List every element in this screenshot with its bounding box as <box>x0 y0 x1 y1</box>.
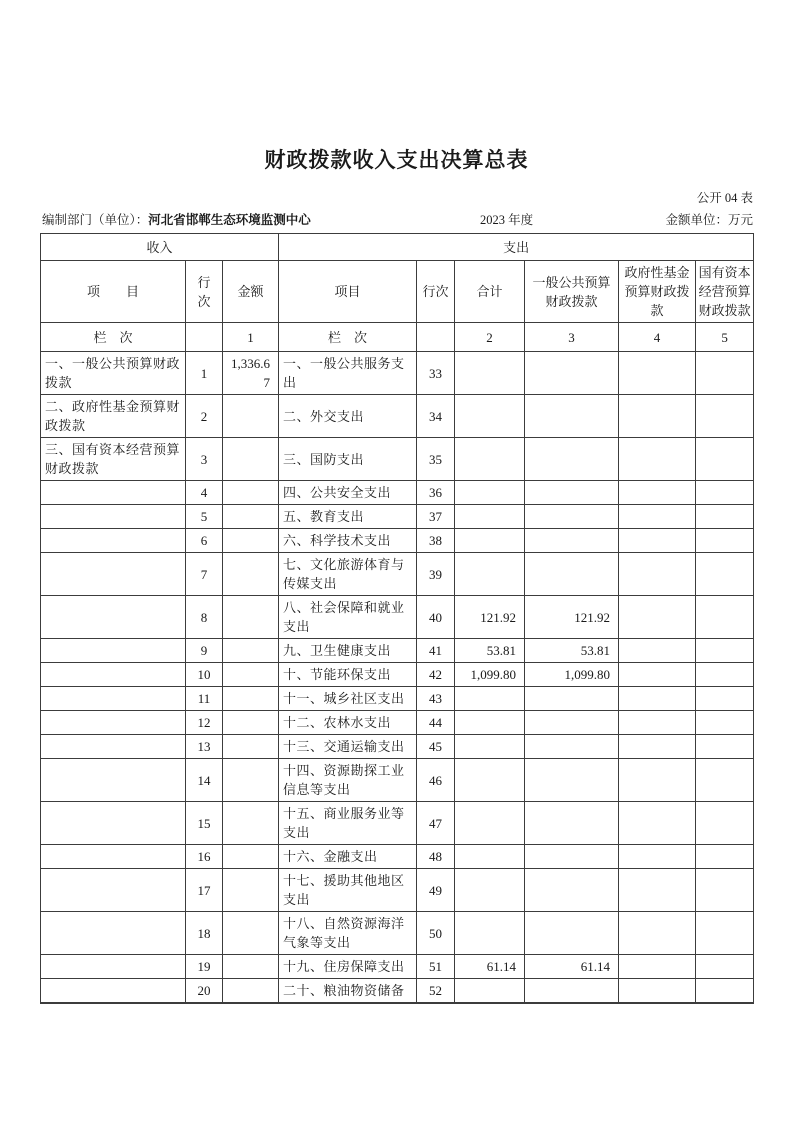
exp-general-cell <box>525 869 619 912</box>
exp-item-cell: 二十、粮油物资储备 <box>279 979 417 1004</box>
exp-total-cell <box>455 845 525 869</box>
exp-general-cell <box>525 759 619 802</box>
exp-statecap-cell <box>696 596 754 639</box>
table-row <box>41 352 754 395</box>
exp-rowno-cell: 44 <box>417 711 455 735</box>
exp-general-cell: 61.14 <box>525 955 619 979</box>
income-amount-cell <box>223 553 279 596</box>
exp-govfund-cell <box>619 759 696 802</box>
table-row <box>41 759 754 802</box>
income-amount-cell <box>223 438 279 481</box>
col-header-income-item: 项 目 <box>41 261 186 323</box>
income-item-cell <box>41 639 186 663</box>
exp-statecap-cell <box>696 505 754 529</box>
exp-general-cell <box>525 912 619 955</box>
table-row <box>41 802 754 845</box>
exp-total-cell <box>455 395 525 438</box>
table-row <box>41 529 754 553</box>
income-item-cell <box>41 955 186 979</box>
col-header-exp-govfund: 政府性基金预算财政拨款 <box>619 261 696 323</box>
exp-rowno-cell: 33 <box>417 352 455 395</box>
exp-govfund-cell <box>619 687 696 711</box>
income-amount-cell <box>223 663 279 687</box>
income-item-cell <box>41 663 186 687</box>
prepared-by-label: 编制部门（单位）： <box>42 213 149 227</box>
exp-rowno-cell: 34 <box>417 395 455 438</box>
table-row <box>41 553 754 596</box>
exp-total-cell <box>455 529 525 553</box>
table-row <box>41 735 754 759</box>
exp-statecap-cell <box>696 711 754 735</box>
exp-item-cell: 六、科学技术支出 <box>279 529 417 553</box>
exp-colno-4: 4 <box>619 323 696 352</box>
exp-total-cell <box>455 735 525 759</box>
exp-total-cell <box>455 352 525 395</box>
amount-unit: 金额单位：万元 <box>665 213 753 227</box>
income-rowno-cell: 16 <box>186 845 223 869</box>
exp-statecap-cell <box>696 481 754 505</box>
income-item-cell <box>41 553 186 596</box>
income-rowno-cell: 8 <box>186 596 223 639</box>
column-number-row <box>41 323 754 352</box>
exp-statecap-cell <box>696 979 754 1004</box>
income-item-cell: 二、政府性基金预算财政拨款 <box>41 395 186 438</box>
exp-govfund-cell <box>619 663 696 687</box>
table-row <box>41 955 754 979</box>
blank-cell <box>186 323 223 352</box>
income-amount-cell <box>223 481 279 505</box>
exp-statecap-cell <box>696 735 754 759</box>
income-amount-cell <box>223 869 279 912</box>
exp-item-cell: 四、公共安全支出 <box>279 481 417 505</box>
income-item-cell <box>41 735 186 759</box>
exp-rowno-cell: 45 <box>417 735 455 759</box>
income-colno-1: 1 <box>223 323 279 352</box>
exp-total-cell: 61.14 <box>455 955 525 979</box>
exp-general-cell <box>525 979 619 1004</box>
col-header-exp-item: 项目 <box>279 261 417 323</box>
exp-total-cell <box>455 759 525 802</box>
income-item-cell <box>41 481 186 505</box>
exp-govfund-cell <box>619 979 696 1004</box>
exp-rowno-cell: 42 <box>417 663 455 687</box>
exp-total-cell <box>455 979 525 1004</box>
exp-statecap-cell <box>696 802 754 845</box>
col-header-exp-total: 合计 <box>455 261 525 323</box>
exp-statecap-cell <box>696 553 754 596</box>
income-item-cell: 三、国有资本经营预算财政拨款 <box>41 438 186 481</box>
exp-govfund-cell <box>619 845 696 869</box>
col-header-exp-rowno: 行次 <box>417 261 455 323</box>
income-rowno-cell: 3 <box>186 438 223 481</box>
table-row <box>41 639 754 663</box>
exp-statecap-cell <box>696 869 754 912</box>
income-item-cell <box>41 869 186 912</box>
exp-govfund-cell <box>619 529 696 553</box>
table-row <box>41 869 754 912</box>
income-item-cell <box>41 845 186 869</box>
exp-govfund-cell <box>619 395 696 438</box>
exp-govfund-cell <box>619 639 696 663</box>
income-amount-cell <box>223 979 279 1004</box>
exp-general-cell: 121.92 <box>525 596 619 639</box>
exp-general-cell <box>525 505 619 529</box>
income-amount-cell <box>223 529 279 553</box>
exp-govfund-cell <box>619 505 696 529</box>
doc-number: 公开 04 表 <box>696 191 753 205</box>
exp-rowno-cell: 40 <box>417 596 455 639</box>
income-rowno-cell: 4 <box>186 481 223 505</box>
income-amount-cell <box>223 711 279 735</box>
exp-statecap-cell <box>696 352 754 395</box>
income-rowno-cell: 19 <box>186 955 223 979</box>
income-amount-cell <box>223 596 279 639</box>
exp-total-cell <box>455 481 525 505</box>
income-rowno-cell: 18 <box>186 912 223 955</box>
exp-statecap-cell <box>696 639 754 663</box>
exp-general-cell <box>525 438 619 481</box>
exp-item-cell: 二、外交支出 <box>279 395 417 438</box>
table-row <box>41 845 754 869</box>
exp-govfund-cell <box>619 438 696 481</box>
exp-rowno-cell: 50 <box>417 912 455 955</box>
exp-item-cell: 十七、援助其他地区支出 <box>279 869 417 912</box>
income-amount-cell <box>223 955 279 979</box>
exp-general-cell: 1,099.80 <box>525 663 619 687</box>
income-item-cell <box>41 711 186 735</box>
table-row <box>41 395 754 438</box>
exp-total-cell <box>455 711 525 735</box>
exp-total-cell: 1,099.80 <box>455 663 525 687</box>
income-rowno-cell: 5 <box>186 505 223 529</box>
exp-total-cell: 53.81 <box>455 639 525 663</box>
exp-item-cell: 十二、农林水支出 <box>279 711 417 735</box>
exp-govfund-cell <box>619 596 696 639</box>
income-rowno-cell: 2 <box>186 395 223 438</box>
exp-total-cell <box>455 687 525 711</box>
col-header-income-amount: 金额 <box>223 261 279 323</box>
income-rowno-cell: 6 <box>186 529 223 553</box>
income-amount-cell <box>223 639 279 663</box>
income-amount-cell <box>223 802 279 845</box>
exp-item-cell: 十六、金融支出 <box>279 845 417 869</box>
income-item-cell <box>41 529 186 553</box>
exp-colno-5: 5 <box>696 323 754 352</box>
exp-rowno-cell: 37 <box>417 505 455 529</box>
exp-govfund-cell <box>619 352 696 395</box>
table-row <box>41 687 754 711</box>
exp-colno-label: 栏 次 <box>279 323 417 352</box>
income-amount-cell <box>223 845 279 869</box>
exp-colno-3: 3 <box>525 323 619 352</box>
income-amount-cell <box>223 912 279 955</box>
col-header-income-rowno: 行次 <box>186 261 223 323</box>
exp-item-cell: 十四、资源勘探工业信息等支出 <box>279 759 417 802</box>
exp-item-cell: 十一、城乡社区支出 <box>279 687 417 711</box>
exp-total-cell <box>455 438 525 481</box>
exp-general-cell <box>525 711 619 735</box>
income-item-cell <box>41 979 186 1004</box>
income-item-cell <box>41 912 186 955</box>
income-rowno-cell: 10 <box>186 663 223 687</box>
income-rowno-cell: 1 <box>186 352 223 395</box>
exp-govfund-cell <box>619 735 696 759</box>
income-rowno-cell: 11 <box>186 687 223 711</box>
exp-rowno-cell: 48 <box>417 845 455 869</box>
col-header-exp-general: 一般公共预算财政拨款 <box>525 261 619 323</box>
income-rowno-cell: 13 <box>186 735 223 759</box>
exp-rowno-cell: 43 <box>417 687 455 711</box>
income-rowno-cell: 9 <box>186 639 223 663</box>
income-amount-cell <box>223 735 279 759</box>
table-row <box>41 912 754 955</box>
exp-rowno-cell: 46 <box>417 759 455 802</box>
exp-general-cell <box>525 553 619 596</box>
expenditure-section-header: 支出 <box>279 234 754 261</box>
prepared-by <box>42 210 311 228</box>
exp-govfund-cell <box>619 802 696 845</box>
exp-total-cell <box>455 553 525 596</box>
exp-statecap-cell <box>696 845 754 869</box>
exp-total-cell <box>455 912 525 955</box>
exp-general-cell <box>525 529 619 553</box>
exp-general-cell <box>525 395 619 438</box>
exp-general-cell <box>525 735 619 759</box>
exp-rowno-cell: 38 <box>417 529 455 553</box>
table-row <box>41 663 754 687</box>
income-rowno-cell: 17 <box>186 869 223 912</box>
exp-item-cell: 七、文化旅游体育与传媒支出 <box>279 553 417 596</box>
exp-item-cell: 五、教育支出 <box>279 505 417 529</box>
exp-rowno-cell: 47 <box>417 802 455 845</box>
income-amount-cell <box>223 759 279 802</box>
income-item-cell <box>41 687 186 711</box>
exp-govfund-cell <box>619 869 696 912</box>
table-row <box>41 438 754 481</box>
exp-govfund-cell <box>619 553 696 596</box>
exp-rowno-cell: 39 <box>417 553 455 596</box>
exp-general-cell: 53.81 <box>525 639 619 663</box>
exp-statecap-cell <box>696 955 754 979</box>
income-amount-cell <box>223 395 279 438</box>
exp-total-cell <box>455 505 525 529</box>
income-section-header: 收入 <box>41 234 279 261</box>
exp-item-cell: 三、国防支出 <box>279 438 417 481</box>
exp-statecap-cell <box>696 438 754 481</box>
income-item-cell <box>41 505 186 529</box>
income-item-cell <box>41 802 186 845</box>
exp-total-cell: 121.92 <box>455 596 525 639</box>
exp-item-cell: 十三、交通运输支出 <box>279 735 417 759</box>
exp-item-cell: 十、节能环保支出 <box>279 663 417 687</box>
exp-govfund-cell <box>619 955 696 979</box>
column-header-row <box>41 261 754 323</box>
exp-statecap-cell <box>696 663 754 687</box>
table-row <box>41 505 754 529</box>
exp-rowno-cell: 36 <box>417 481 455 505</box>
exp-rowno-cell: 49 <box>417 869 455 912</box>
exp-statecap-cell <box>696 759 754 802</box>
exp-general-cell <box>525 352 619 395</box>
fiscal-table <box>40 233 754 1004</box>
income-rowno-cell: 15 <box>186 802 223 845</box>
table-row <box>41 979 754 1004</box>
exp-item-cell: 十九、住房保障支出 <box>279 955 417 979</box>
income-rowno-cell: 20 <box>186 979 223 1004</box>
exp-general-cell <box>525 481 619 505</box>
fiscal-year: 2023 年度 <box>480 213 534 227</box>
income-rowno-cell: 7 <box>186 553 223 596</box>
blank-cell <box>417 323 455 352</box>
income-item-cell <box>41 759 186 802</box>
exp-item-cell: 一、一般公共服务支出 <box>279 352 417 395</box>
exp-statecap-cell <box>696 912 754 955</box>
exp-rowno-cell: 51 <box>417 955 455 979</box>
exp-item-cell: 十八、自然资源海洋气象等支出 <box>279 912 417 955</box>
exp-govfund-cell <box>619 481 696 505</box>
income-amount-cell <box>223 687 279 711</box>
exp-statecap-cell <box>696 529 754 553</box>
page-title: 财政拨款收入支出决算总表 <box>264 148 529 172</box>
exp-item-cell: 九、卫生健康支出 <box>279 639 417 663</box>
exp-item-cell: 十五、商业服务业等支出 <box>279 802 417 845</box>
table-row <box>41 481 754 505</box>
exp-general-cell <box>525 687 619 711</box>
exp-rowno-cell: 35 <box>417 438 455 481</box>
section-header-row <box>41 234 754 261</box>
exp-govfund-cell <box>619 912 696 955</box>
income-amount-cell <box>223 505 279 529</box>
exp-statecap-cell <box>696 395 754 438</box>
prepared-by-value: 河北省邯郸生态环境监测中心 <box>148 213 311 227</box>
exp-statecap-cell <box>696 687 754 711</box>
exp-item-cell: 八、社会保障和就业支出 <box>279 596 417 639</box>
exp-govfund-cell <box>619 711 696 735</box>
exp-rowno-cell: 52 <box>417 979 455 1004</box>
table-row <box>41 596 754 639</box>
income-item-cell <box>41 596 186 639</box>
table-row <box>41 711 754 735</box>
exp-general-cell <box>525 845 619 869</box>
income-rowno-cell: 14 <box>186 759 223 802</box>
report-info-line <box>40 208 753 228</box>
income-item-cell: 一、一般公共预算财政拨款 <box>41 352 186 395</box>
income-rowno-cell: 12 <box>186 711 223 735</box>
exp-general-cell <box>525 802 619 845</box>
exp-total-cell <box>455 802 525 845</box>
income-colno-label: 栏 次 <box>41 323 186 352</box>
col-header-exp-statecap: 国有资本经营预算财政拨款 <box>696 261 754 323</box>
exp-rowno-cell: 41 <box>417 639 455 663</box>
income-amount-cell: 1,336.67 <box>223 352 279 395</box>
exp-total-cell <box>455 869 525 912</box>
exp-colno-2: 2 <box>455 323 525 352</box>
